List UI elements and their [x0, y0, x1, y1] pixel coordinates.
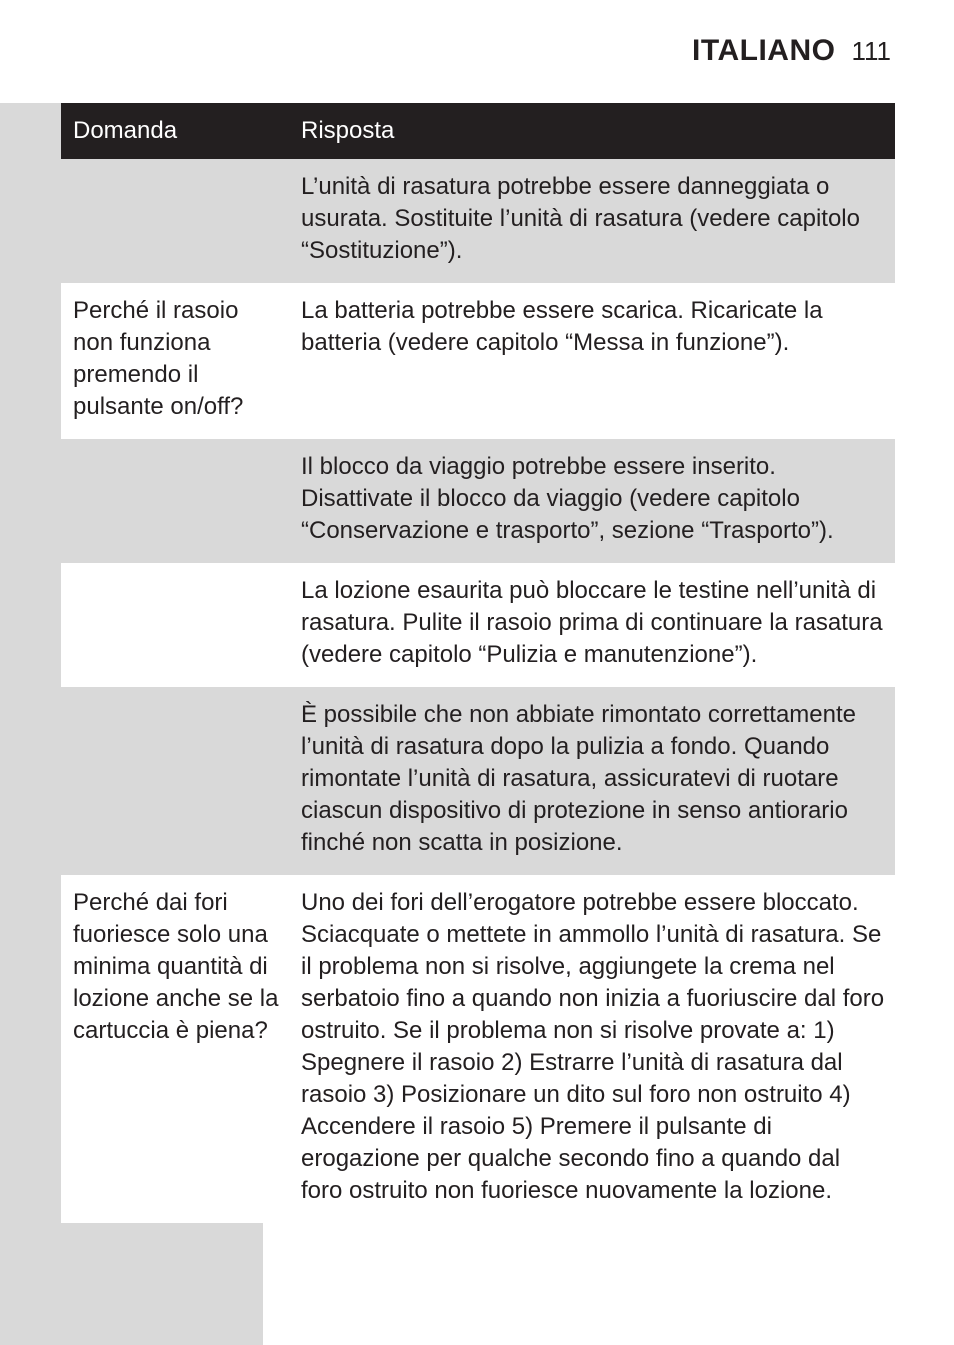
table-row [61, 875, 895, 1223]
table-row [61, 439, 895, 563]
column-header-question: Domanda [73, 117, 178, 144]
answer-cell: È possibile che non abbiate rimontato correttamente l’unità di rasatura dopo la pulizia a fondo. Quando rimontate l’unità di rasatura, assicuratevi di ruotare ciascun dispositivo di protezione in senso antiorario finché non scatta in posizione. [301, 701, 856, 856]
column-header-answer: Risposta [301, 117, 395, 144]
table-row [61, 283, 895, 439]
answer-cell: Uno dei fori dell’erogatore potrebbe essere bloccato. Sciacquate o mettete in ammollo l’unità di rasatura. Se il problema non si risolve, aggiungete la crema nel serbatoio fino a quando non inizia a fuoriuscire dal foro ostruito. Se il problema non si risolve provate a: 1) Spegnere il rasoio 2) Estrarre l’unità di rasatura dal rasoio 3) Posizionare un dito sul foro non ostruito 4) Accendere il rasoio 5) Premere il pulsante di erogazione per qualche secondo fino a quando dal foro ostruito non fuoriesce nuovamente la lozione. [301, 889, 885, 1204]
troubleshooting-table [61, 103, 895, 1223]
question-cell [61, 439, 288, 563]
question-cell: Perché dai fori fuoriesce solo una minima quantità di lozione anche se la cartuccia è piena? [73, 889, 279, 1044]
question-cell [61, 687, 288, 875]
question-cell: Perché il rasoio non funziona premendo il pulsante on/off? [73, 297, 244, 420]
answer-cell: La batteria potrebbe essere scarica. Ricaricate la batteria (vedere capitolo “Messa in funzione”). [301, 297, 823, 356]
page-header [692, 34, 891, 68]
answer-cell: Il blocco da viaggio potrebbe essere inserito. Disattivate il blocco da viaggio (vedere capitolo “Conservazione e trasporto”, sezione “Trasporto”). [301, 453, 834, 544]
question-cell [61, 563, 288, 687]
language-title: ITALIANO [692, 34, 836, 67]
table-row [61, 687, 895, 875]
table-row [61, 563, 895, 687]
answer-cell: L’unità di rasatura potrebbe essere danneggiata o usurata. Sostituite l’unità di rasatura (vedere capitolo “Sostituzione”). [301, 173, 860, 264]
answer-cell: La lozione esaurita può bloccare le testine nell’unità di rasatura. Pulite il rasoio prima di continuare la rasatura (vedere capitolo “Pulizia e manutenzione”). [301, 577, 883, 668]
page-number: 111 [851, 36, 891, 66]
table-row [61, 159, 895, 283]
table-header [61, 103, 895, 159]
question-cell [61, 159, 288, 283]
